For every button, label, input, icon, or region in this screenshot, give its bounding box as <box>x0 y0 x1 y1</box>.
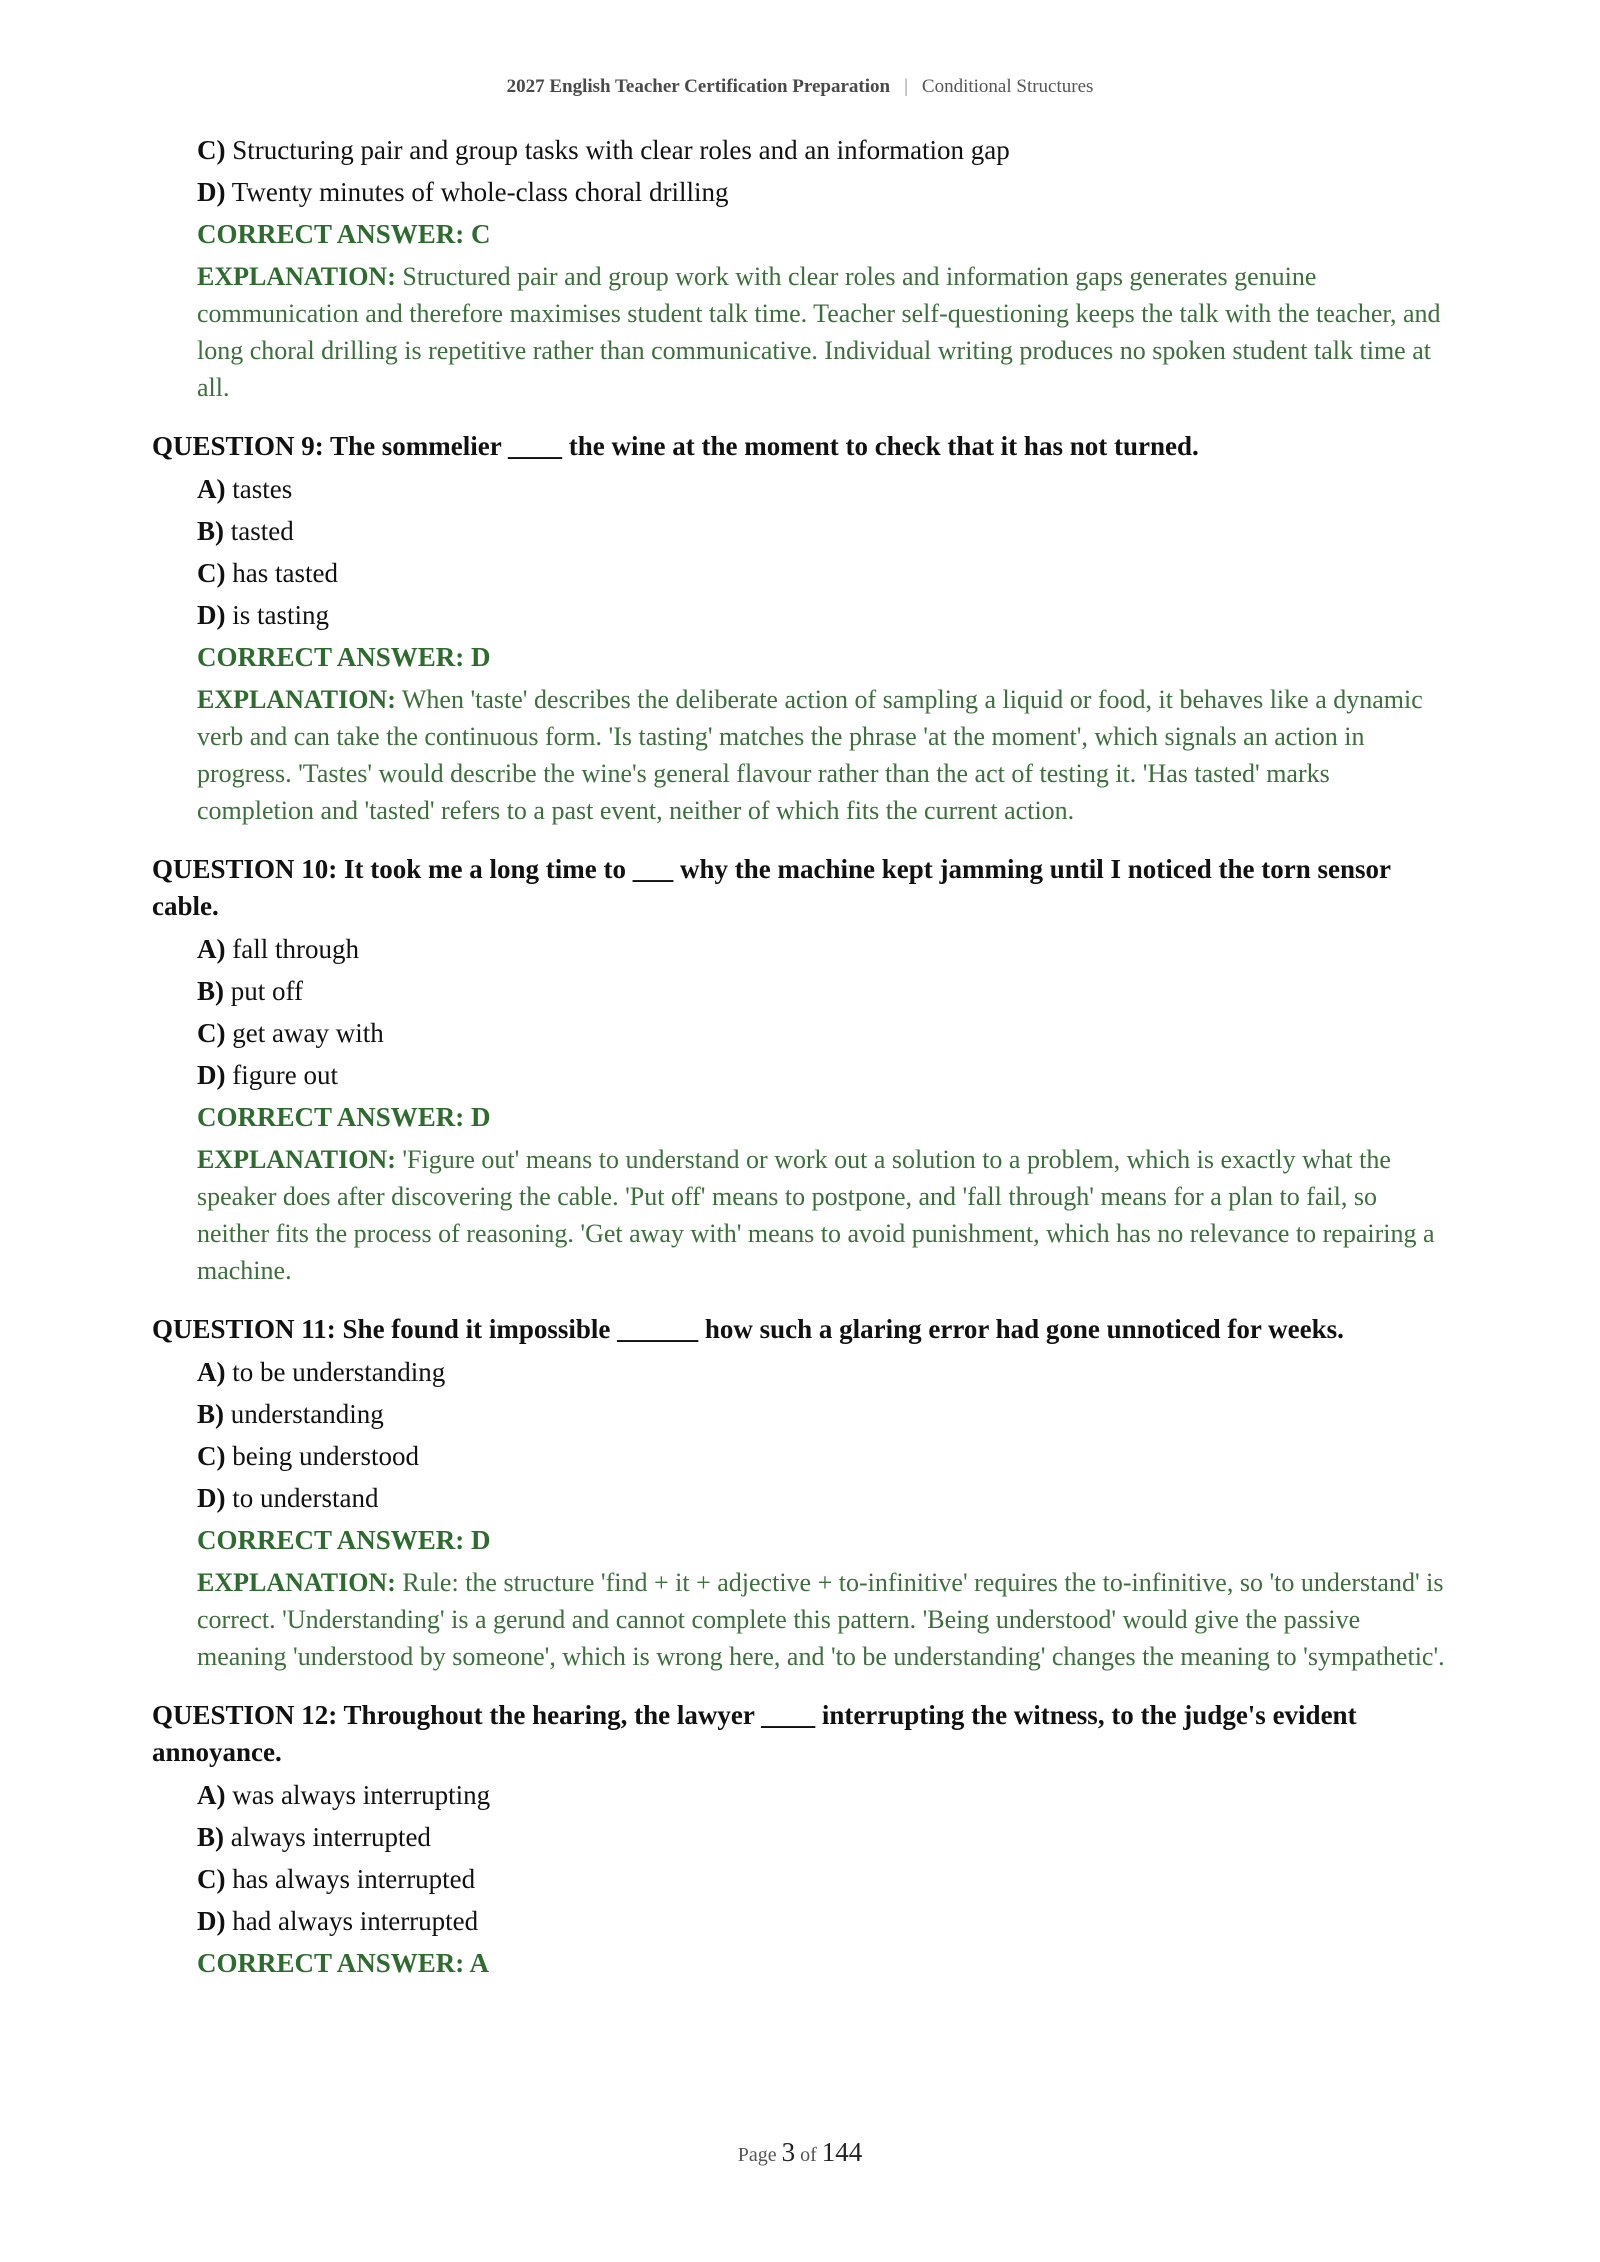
option-letter: A) <box>197 1780 226 1810</box>
explanation <box>197 1141 1448 1289</box>
explanation <box>197 1564 1448 1675</box>
question-block-8 <box>152 132 1448 406</box>
explanation-text: 'Figure out' means to understand or work out a solution to a problem, which is exactly what the speaker does after discovering the cable. 'Put off' means to postpone, and 'fall through' means for a plan to fail, so neither fits the process of reasoning. 'Get away with' means to avoid punishment, which has no relevance to repairing a machine. <box>197 1145 1435 1285</box>
correct-answer: CORRECT ANSWER: D <box>197 1102 491 1132</box>
option-text: to understand <box>232 1483 379 1513</box>
option-text: always interrupted <box>230 1822 431 1852</box>
question-text: QUESTION 9: The sommelier ____ the wine at the moment to check that it has not turned. <box>152 431 1199 461</box>
option-letter: D) <box>197 1060 226 1090</box>
option-text: get away with <box>232 1018 384 1048</box>
option-text: Twenty minutes of whole-class choral drilling <box>231 177 729 207</box>
header-section: Conditional Structures <box>921 76 1094 97</box>
option-letter: B) <box>197 976 224 1006</box>
option-text: understanding <box>230 1399 384 1429</box>
option-b <box>197 513 1448 549</box>
explanation-label: EXPLANATION: <box>197 1145 396 1174</box>
option-d <box>197 1903 1448 1939</box>
option-letter: D) <box>197 177 226 207</box>
option-letter: C) <box>197 558 226 588</box>
option-letter: D) <box>197 1483 226 1513</box>
option-a <box>197 1777 1448 1813</box>
explanation-text: Rule: the structure 'find + it + adjective + to-infinitive' requires the to-infinitive, so 'to understand' is correct. 'Understanding' is a gerund and cannot complete this pattern. 'Being understood' would give the passive meaning 'understood by someone', which is wrong here, and 'to be understanding' changes the meaning to 'sympathetic'. <box>197 1568 1445 1671</box>
page-header <box>0 76 1600 98</box>
option-text: figure out <box>232 1060 338 1090</box>
explanation <box>197 681 1448 829</box>
option-letter: B) <box>197 1822 224 1852</box>
explanation <box>197 258 1448 406</box>
page-content <box>152 132 1448 1987</box>
question-text: QUESTION 11: She found it impossible ______ how such a glaring error had gone unnoticed for weeks. <box>152 1314 1344 1344</box>
option-text: Structuring pair and group tasks with clear roles and an information gap <box>232 135 1010 165</box>
explanation-label: EXPLANATION: <box>197 685 396 714</box>
option-letter: C) <box>197 135 226 165</box>
question-block-11 <box>152 1311 1448 1675</box>
option-a <box>197 931 1448 967</box>
question-block-9 <box>152 428 1448 829</box>
option-c <box>197 555 1448 591</box>
option-letter: B) <box>197 516 224 546</box>
correct-answer: CORRECT ANSWER: C <box>197 219 491 249</box>
option-d <box>197 597 1448 633</box>
header-separator: | <box>904 76 908 97</box>
explanation-label: EXPLANATION: <box>197 1568 396 1597</box>
option-c <box>197 132 1448 168</box>
explanation-text: When 'taste' describes the deliberate action of sampling a liquid or food, it behaves like a dynamic verb and can take the continuous form. 'Is tasting' matches the phrase 'at the moment', which signals an action in progress. 'Tastes' would describe the wine's general flavour rather than the act of testing it. 'Has tasted' marks completion and 'tasted' refers to a past event, neither of which fits the current action. <box>197 685 1423 825</box>
correct-answer: CORRECT ANSWER: D <box>197 642 491 672</box>
question-block-12 <box>152 1697 1448 1981</box>
option-letter: C) <box>197 1864 226 1894</box>
header-title: 2027 English Teacher Certification Preparation <box>506 76 891 97</box>
option-d <box>197 174 1448 210</box>
option-b <box>197 973 1448 1009</box>
of-label: of <box>800 2144 817 2166</box>
total-pages: 144 <box>821 2137 863 2167</box>
option-d <box>197 1057 1448 1093</box>
option-a <box>197 471 1448 507</box>
option-d <box>197 1480 1448 1516</box>
page-number: 3 <box>781 2137 796 2167</box>
question-block-10 <box>152 851 1448 1289</box>
question-text: QUESTION 10: It took me a long time to ___ why the machine kept jamming until I noticed the torn sensor cable. <box>152 854 1391 921</box>
option-b <box>197 1396 1448 1432</box>
correct-answer: CORRECT ANSWER: D <box>197 1525 491 1555</box>
option-text: being understood <box>232 1441 419 1471</box>
option-text: to be understanding <box>232 1357 446 1387</box>
option-c <box>197 1861 1448 1897</box>
option-letter: D) <box>197 1906 226 1936</box>
option-c <box>197 1438 1448 1474</box>
option-letter: D) <box>197 600 226 630</box>
option-letter: C) <box>197 1441 226 1471</box>
page-footer <box>0 2137 1600 2168</box>
option-text: was always interrupting <box>232 1780 491 1810</box>
option-text: tastes <box>232 474 293 504</box>
explanation-text: Structured pair and group work with clear roles and information gaps generates genuine communication and therefore maximises student talk time. Teacher self-questioning keeps the talk with the teacher, and long choral drilling is repetitive rather than communicative. Individual writing produces no spoken student talk time at all. <box>197 262 1441 402</box>
explanation-label: EXPLANATION: <box>197 262 396 291</box>
option-text: is tasting <box>232 600 330 630</box>
option-letter: C) <box>197 1018 226 1048</box>
option-text: tasted <box>230 516 294 546</box>
page-label: Page <box>737 2144 777 2166</box>
option-c <box>197 1015 1448 1051</box>
option-letter: A) <box>197 934 226 964</box>
option-b <box>197 1819 1448 1855</box>
option-text: put off <box>230 976 303 1006</box>
question-text: QUESTION 12: Throughout the hearing, the lawyer ____ interrupting the witness, to the judge's evident annoyance. <box>152 1700 1357 1767</box>
option-text: had always interrupted <box>232 1906 479 1936</box>
correct-answer: CORRECT ANSWER: A <box>197 1948 490 1978</box>
option-letter: A) <box>197 474 226 504</box>
option-letter: B) <box>197 1399 224 1429</box>
option-a <box>197 1354 1448 1390</box>
option-text: has always interrupted <box>232 1864 476 1894</box>
option-text: fall through <box>232 934 359 964</box>
option-text: has tasted <box>232 558 338 588</box>
option-letter: A) <box>197 1357 226 1387</box>
